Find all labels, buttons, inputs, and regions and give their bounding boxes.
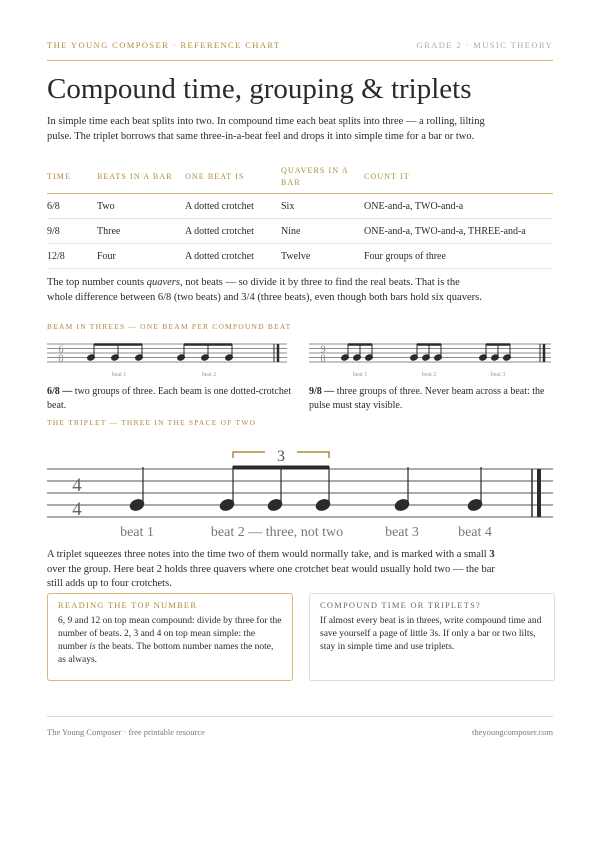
time-sig-bottom: 8 <box>58 353 64 365</box>
time-sig-top: 4 <box>72 475 82 496</box>
staff-triplet-4-4 <box>47 443 553 543</box>
table-cell: Nine <box>281 219 364 244</box>
beat-label: beat 4 <box>458 525 492 540</box>
box-title: COMPOUND TIME OR TRIPLETS? <box>320 600 481 610</box>
caption-text: two groups of three. Each beam is one dotted-crotchet beat. <box>47 386 292 411</box>
beat-label: beat 1 <box>352 372 368 378</box>
section-label-beaming: BEAM IN THREES — ONE BEAM PER COMPOUND BEAT <box>47 322 292 331</box>
table-cell: Three <box>97 219 185 244</box>
time-sig-top: 6 <box>58 344 64 356</box>
box-body: If almost every beat is in threes, write compound time and save yourself a page of little 3s. If only a bar or two lilts, stay in simple time and use triplets. <box>320 616 542 652</box>
table-header-row <box>47 160 553 194</box>
box-body <box>58 615 282 667</box>
header-divider <box>47 60 553 61</box>
table-header-cell: COUNT IT <box>364 160 553 194</box>
quavers-paragraph <box>47 276 487 305</box>
table-row <box>47 219 553 244</box>
beat-label: beat 3 <box>385 525 419 540</box>
page-title: Compound time, grouping & triplets <box>47 73 472 105</box>
table-cell: Four <box>97 244 185 269</box>
table-header-cell: BEATS IN A BAR <box>97 160 185 194</box>
text-run: over the group. Here beat 2 holds three quavers where one crotchet beat would usually hold two — the bar still adds up to four crotchets. <box>47 563 495 589</box>
header-series-title: THE YOUNG COMPOSER · REFERENCE CHART <box>47 40 281 50</box>
table-header-cell: ONE BEAT IS <box>185 160 281 194</box>
section-label-triplet: THE TRIPLET — THREE IN THE SPACE OF TWO <box>47 418 257 427</box>
beamed-group-2 <box>410 344 443 361</box>
footer-divider <box>47 716 553 717</box>
table-cell: Twelve <box>281 244 364 269</box>
text-run: The top number counts <box>47 277 147 288</box>
footer-credit: The Young Composer · free printable resource <box>47 727 205 737</box>
beat-labels <box>120 525 492 540</box>
caption-text: three groups of three. Never beam across a beat: the pulse must stay visible. <box>309 386 545 411</box>
table-cell: A dotted crotchet <box>185 244 281 269</box>
box-reading-top-number <box>47 593 293 681</box>
table-cell: 12/8 <box>47 244 97 269</box>
beamed-group-1 <box>87 344 144 361</box>
beamed-group-1 <box>341 344 374 361</box>
table-cell: 6/8 <box>47 194 97 219</box>
text-run: , not beats — so divide it by three to find the real beats. That is the whole difference between 6/8 (two beats) and 3/4 (three beats), even though both bars hold six quavers. <box>47 277 482 303</box>
beat-label: beat 2 <box>201 372 217 378</box>
beamed-group-2 <box>177 344 234 361</box>
text-run: A triplet squeezes three notes into the time two of them would normally take, and is marked with a small <box>47 549 490 560</box>
table-header-cell: QUAVERS IN A BAR <box>281 160 364 194</box>
box-title: READING THE TOP NUMBER <box>58 600 198 610</box>
caption-6-8 <box>47 385 292 412</box>
table-cell: 9/8 <box>47 219 97 244</box>
beat-label: beat 1 <box>120 525 154 540</box>
table-cell: A dotted crotchet <box>185 219 281 244</box>
beamed-group-3 <box>479 344 512 361</box>
table-cell: Four groups of three <box>364 244 553 269</box>
intro-paragraph: In simple time each beat splits into two. In compound time each beat splits into three — a rolling, lilting pulse. The triplet borrows that same three-in-a-beat feel and drops it into simple time for a bar or two. <box>47 116 485 142</box>
time-sig-top: 9 <box>320 344 326 356</box>
table-cell: ONE-and-a, TWO-and-a, THREE-and-a <box>364 219 553 244</box>
beat-label: beat 1 <box>111 372 127 378</box>
page-header <box>47 40 553 60</box>
beat-label: beat 2 <box>421 372 437 378</box>
time-sig-bottom: 8 <box>320 353 326 365</box>
table-cell: A dotted crotchet <box>185 194 281 219</box>
beat-label: beat 3 <box>490 372 506 378</box>
time-signature-table <box>47 160 553 269</box>
table-header-cell: TIME <box>47 160 97 194</box>
staff-9-8 <box>309 340 551 380</box>
table-row <box>47 244 553 269</box>
emphasis-is: is <box>89 642 96 652</box>
text-run: the beats. The bottom number names the note, as always. <box>58 642 274 665</box>
table-cell: ONE-and-a, TWO-and-a <box>364 194 553 219</box>
time-sig-bottom: 4 <box>72 499 82 520</box>
caption-lead: 9/8 — <box>309 386 335 397</box>
bold-three: 3 <box>489 549 495 560</box>
emphasis-quavers: quavers <box>146 277 180 288</box>
triplet-paragraph <box>47 548 497 592</box>
table-row <box>47 194 553 219</box>
box-compound-or-triplets <box>309 593 555 681</box>
beat-label: beat 2 — three, not two <box>210 525 344 540</box>
footer-website-link[interactable]: theyoungcomposer.com <box>472 727 553 737</box>
table-cell: Two <box>97 194 185 219</box>
caption-lead: 6/8 — <box>47 386 73 397</box>
header-grade-label: GRADE 2 · MUSIC THEORY <box>416 40 553 50</box>
text-run: 6, 9 and 12 on top mean compound: divide by three for the number of beats. 2, 3 and 4 on top mean simple: the number <box>58 616 282 652</box>
staff-lines <box>47 344 287 362</box>
staff-6-8 <box>47 340 287 380</box>
triplet-number: 3 <box>277 448 285 465</box>
table-cell: Six <box>281 194 364 219</box>
caption-9-8 <box>309 385 554 412</box>
